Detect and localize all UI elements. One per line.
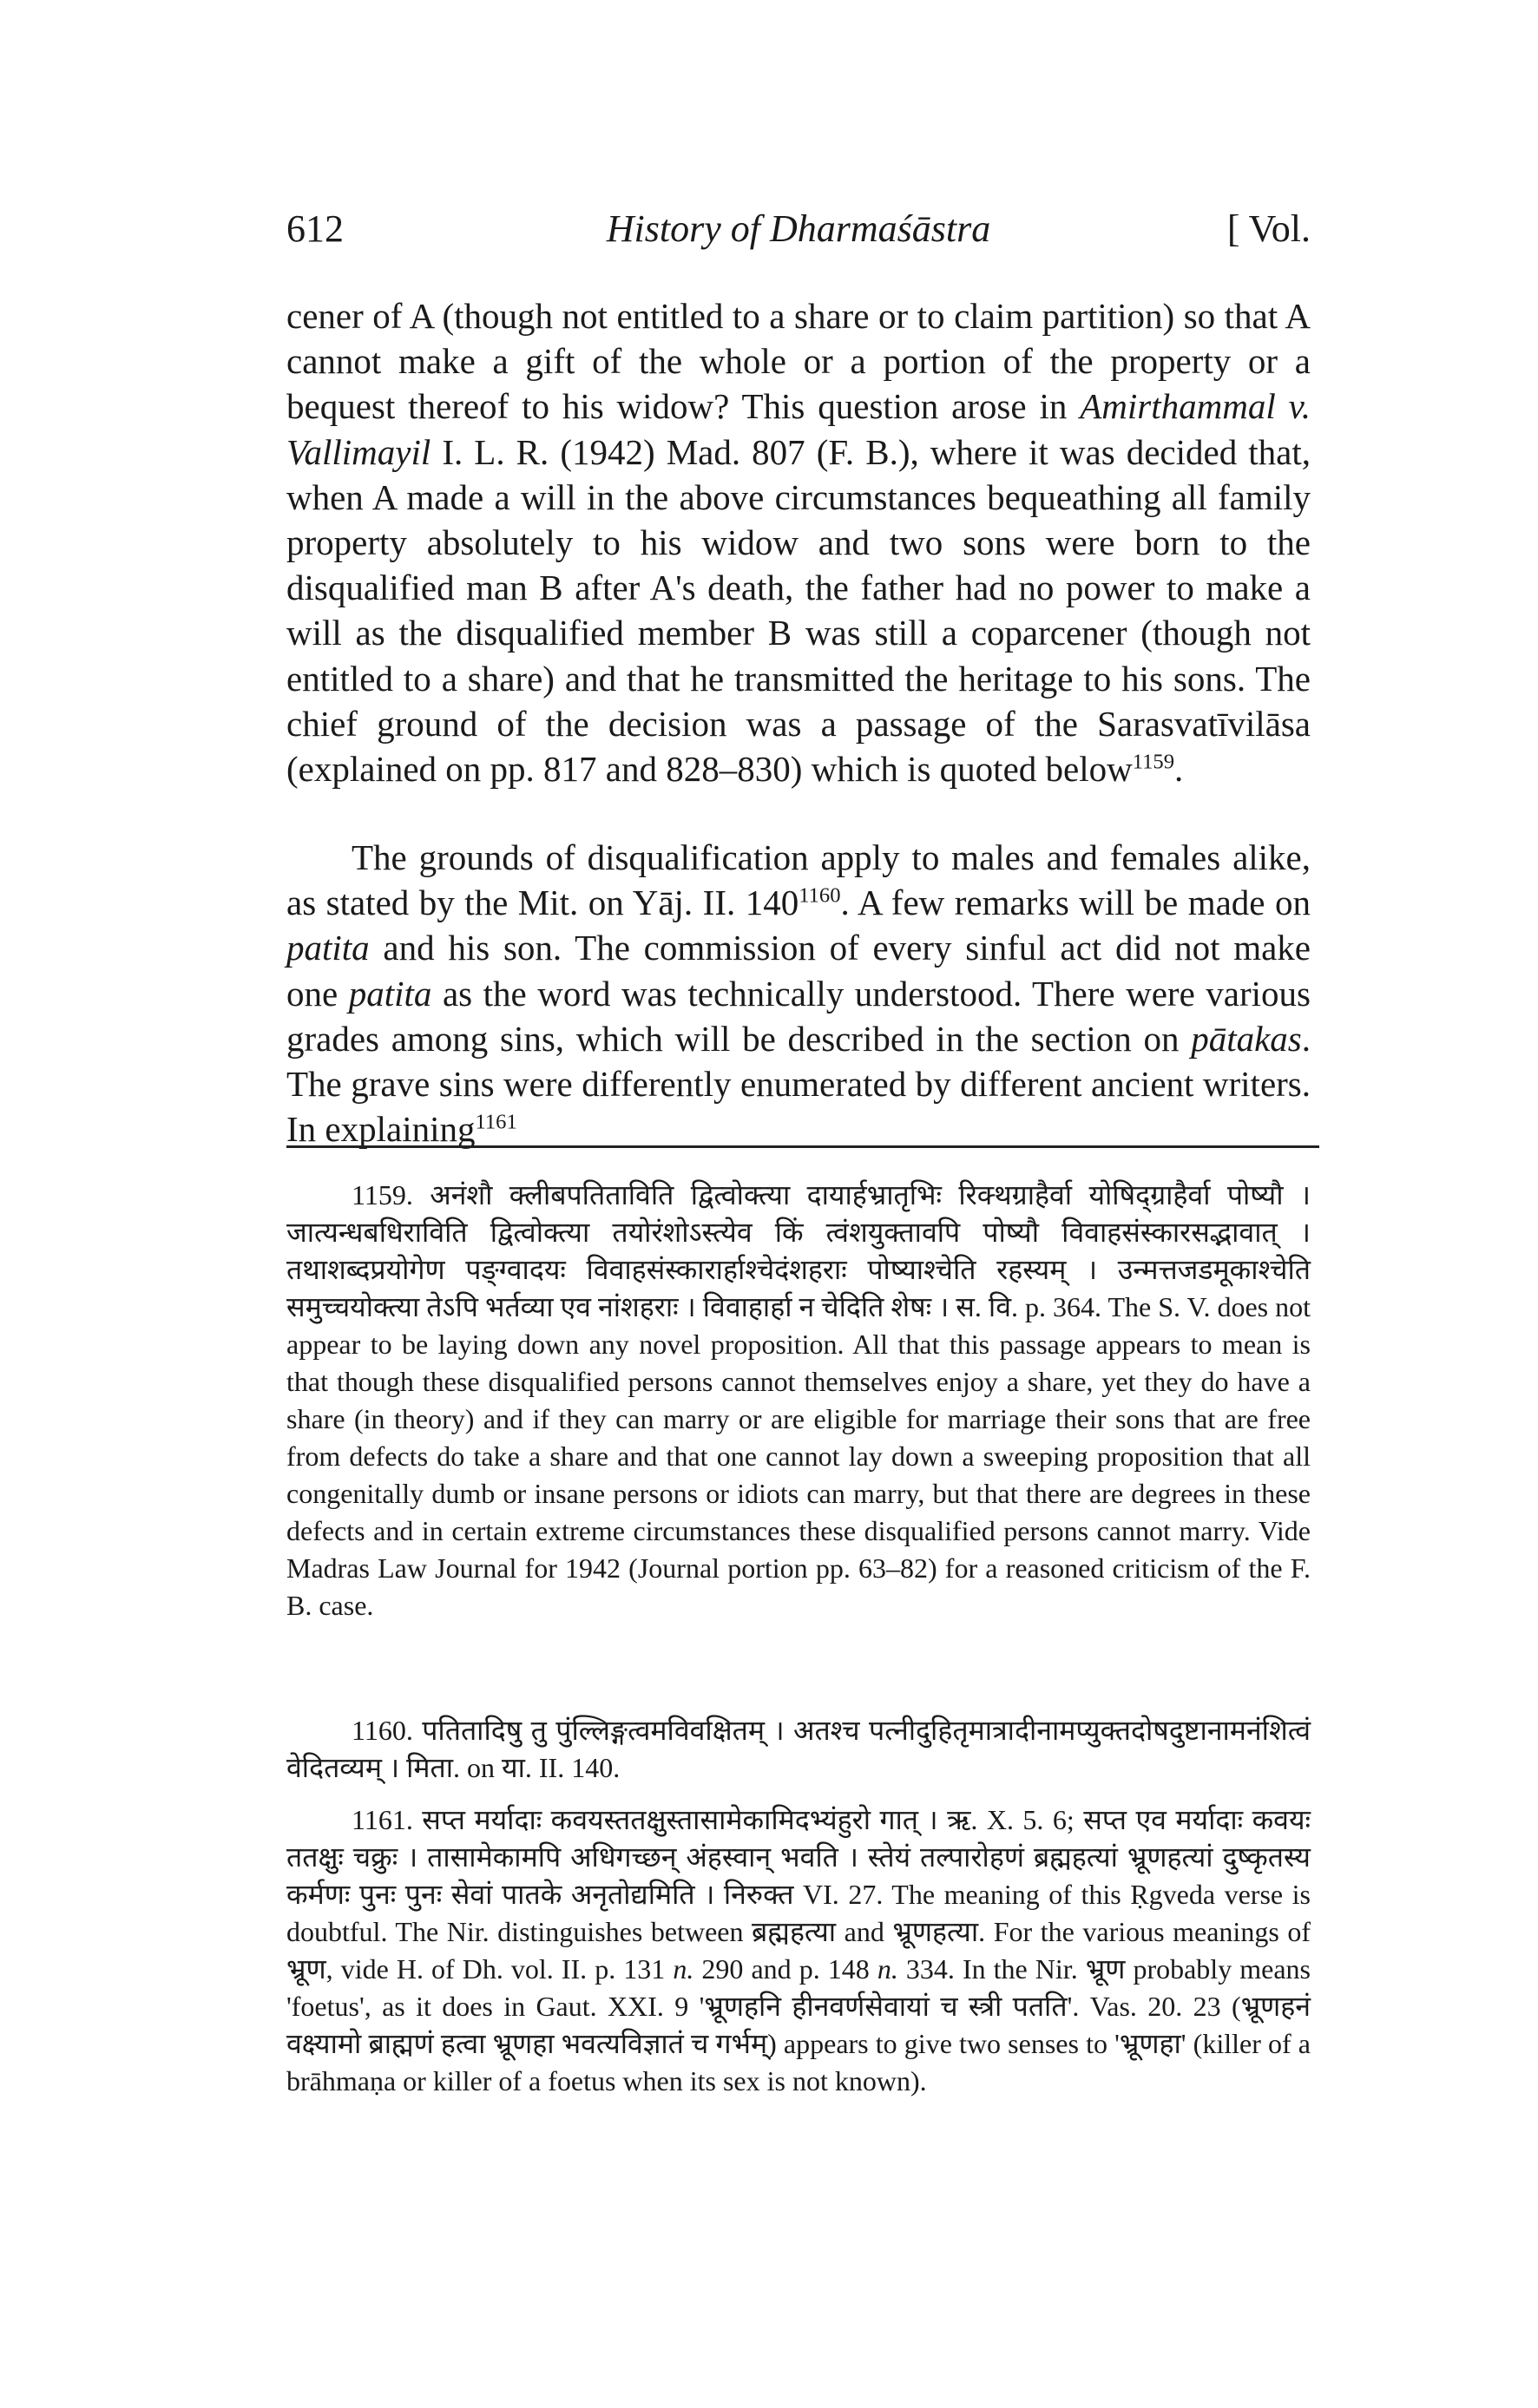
footnote-sanskrit: पतितादिषु तु पुंल्लिङ्गत्वमविवक्षितम् । अतश्च पत्नीदुहितृमात्रादीनामप्युक्तदोषदुष्टानामनंशित्वं वेदितव्यम् । मिता. on या. II. 140. [286,1715,1311,1783]
para1-text-1: cener of A (though not entitled to a share or to claim partition) so that A cannot make a gift of the whole or a portion of the property or a bequest thereof to his widow? This question arose in [286,296,1311,427]
term-patakas: pātakas [1191,1018,1302,1059]
para2-text-3: and his son. The commission of every sinful act did not make one [286,928,1311,1014]
footnote-ref-1159[interactable]: 1159 [1132,750,1174,774]
footnote-divider [286,1145,1319,1148]
footnote-number: 1161. [352,1804,413,1835]
paragraph-2 [286,835,1311,1152]
running-title: History of Dharmaśāstra [606,207,991,250]
para2-text-4: as the word was technically understood. There were various grades among sins, which will be described in the section on [286,973,1311,1059]
footnote-ref-1160[interactable]: 1160 [799,883,841,908]
volume-label: [ Vol. [1226,207,1311,250]
note-abbrev: n. [877,1953,898,1985]
page-number: 612 [286,207,344,250]
para2-text-1: The grounds of disqualification apply to males and females alike, as stated by the Mit. on Yāj. II. 140 [286,837,1311,923]
term-patita: patita [286,928,370,968]
footnote-english: The S. V. does not appear to be laying down any novel proposition. All that this passage appears to mean is that though these disqualified persons cannot themselves enjoy a share, yet they do have a share (in theory) and if they can marry or are eligible for marriage their sons that are free from defects do take a share and that one cannot lay down a sweeping proposition that all congenitally dumb or insane persons or idiots can marry, but that there are degrees in these defects and in certain extreme circumstances these disqualified persons cannot marry. Vide Madras Law Journal for 1942 (Journal portion pp. 63–82) for a reasoned criticism of the F. B. case. [286,1291,1311,1621]
footnote-ref-1161[interactable]: 1161 [475,1110,517,1134]
term-rgveda: Ṛgveda [1130,1879,1216,1910]
para1-text-2: I. L. R. (1942) Mad. 807 (F. B.), where it was decided that, when A made a will in the above circumstances bequeathing all family property absolutely to his widow and two sons were born to the disqualified man B after A's death, the father had no power to make a will as the disqualified member B was still a coparcener (though not entitled to a share) and that he transmitted the heritage to his sons. The chief ground of the decision was a passage of the Sarasvatīvilāsa (explained on pp. 817 and 828–830) which is quoted below [286,431,1311,790]
paragraph-1 [286,293,1311,791]
footnote-1160 [286,1712,1311,1787]
footnote-text-2: verse is doubtful. The Nir. distinguishes between ब्रह्महत्या and भ्रूणहत्या. For the various meanings of भ्रूण, vide H. of Dh. vol. II. p. 131 [286,1879,1311,1985]
para1-text-3: . [1174,749,1184,790]
footnote-sanskrit: अनंशौ क्लीबपतिताविति द्वित्वोक्त्या दायार्हभ्रातृभिः रिक्थग्राहैर्वा योषिद्ग्राहैर्वा पोष्यौ । जात्यन्धबधिराविति द्वित्वोक्त्या तयोरंशोऽस्त्येव किं त्वंशयुक्तावपि पोष्यौ विवाहसंस्कारसद्भावात् । तथाशब्दप्रयोगेण पङ्ग्वादयः विवाहसंस्कारार्हाश्चेदंशहराः पोष्याश्चेति रहस्यम् । उन्मत्तजडमूकाश्चेति समुच्चयोक्त्या तेऽपि भर्तव्या एव नांशहराः । विवाहार्हा न चेदिति शेषः । स. वि. p. 364. [286,1179,1311,1322]
footnote-number: 1159. [352,1179,413,1211]
footnote-text-4: 334. In the Nir. भ्रूण probably means 'foetus', as it does in Gaut. XXI. 9 'भ्रूणहनि हीनवर्णसेवायां च स्त्री पतति'. Vas. 20. 23 (भ्रूणहनं वक्ष्यामो ब्राह्मणं हत्वा भ्रूणहा भवत्यविज्ञातं च गर्भम्) appears to give two senses to 'भ्रूणहा' (killer of a brāhmaṇa or killer of a foetus when its sex is not known). [286,1953,1311,2096]
note-abbrev: n. [673,1953,694,1985]
footnote-number: 1160. [352,1715,413,1746]
footnote-1161 [286,1801,1311,2100]
case-name: Amirthammal v. Vallimayil [286,386,1311,472]
term-patita: patita [348,973,432,1014]
para2-text-2: . A few remarks will be made on [840,882,1311,923]
page-header [286,207,1311,259]
footnote-text-3: 290 and p. 148 [693,1953,877,1985]
footnote-text-1: सप्त मर्यादाः कवयस्ततक्षुस्तासामेकामिदभ्यंहुरो गात् । ऋ. X. 5. 6; सप्त एव मर्यादाः कवयः ततक्षुः चक्रुः । तासामेकामपि अधिगच्छन् अंहस्वान् भवति । स्तेयं तल्पारोहणं ब्रह्महत्यां भ्रूणहत्यां दुष्कृतस्य कर्मणः पुनः पुनः सेवां पातके अनृतोद्यमिति । निरुक्त VI. 27. The meaning of this [286,1804,1311,1910]
para2-text-5: . The grave sins were differently enumerated by different ancient writers. In explaining [286,1018,1311,1150]
footnote-1159 [286,1177,1311,1624]
